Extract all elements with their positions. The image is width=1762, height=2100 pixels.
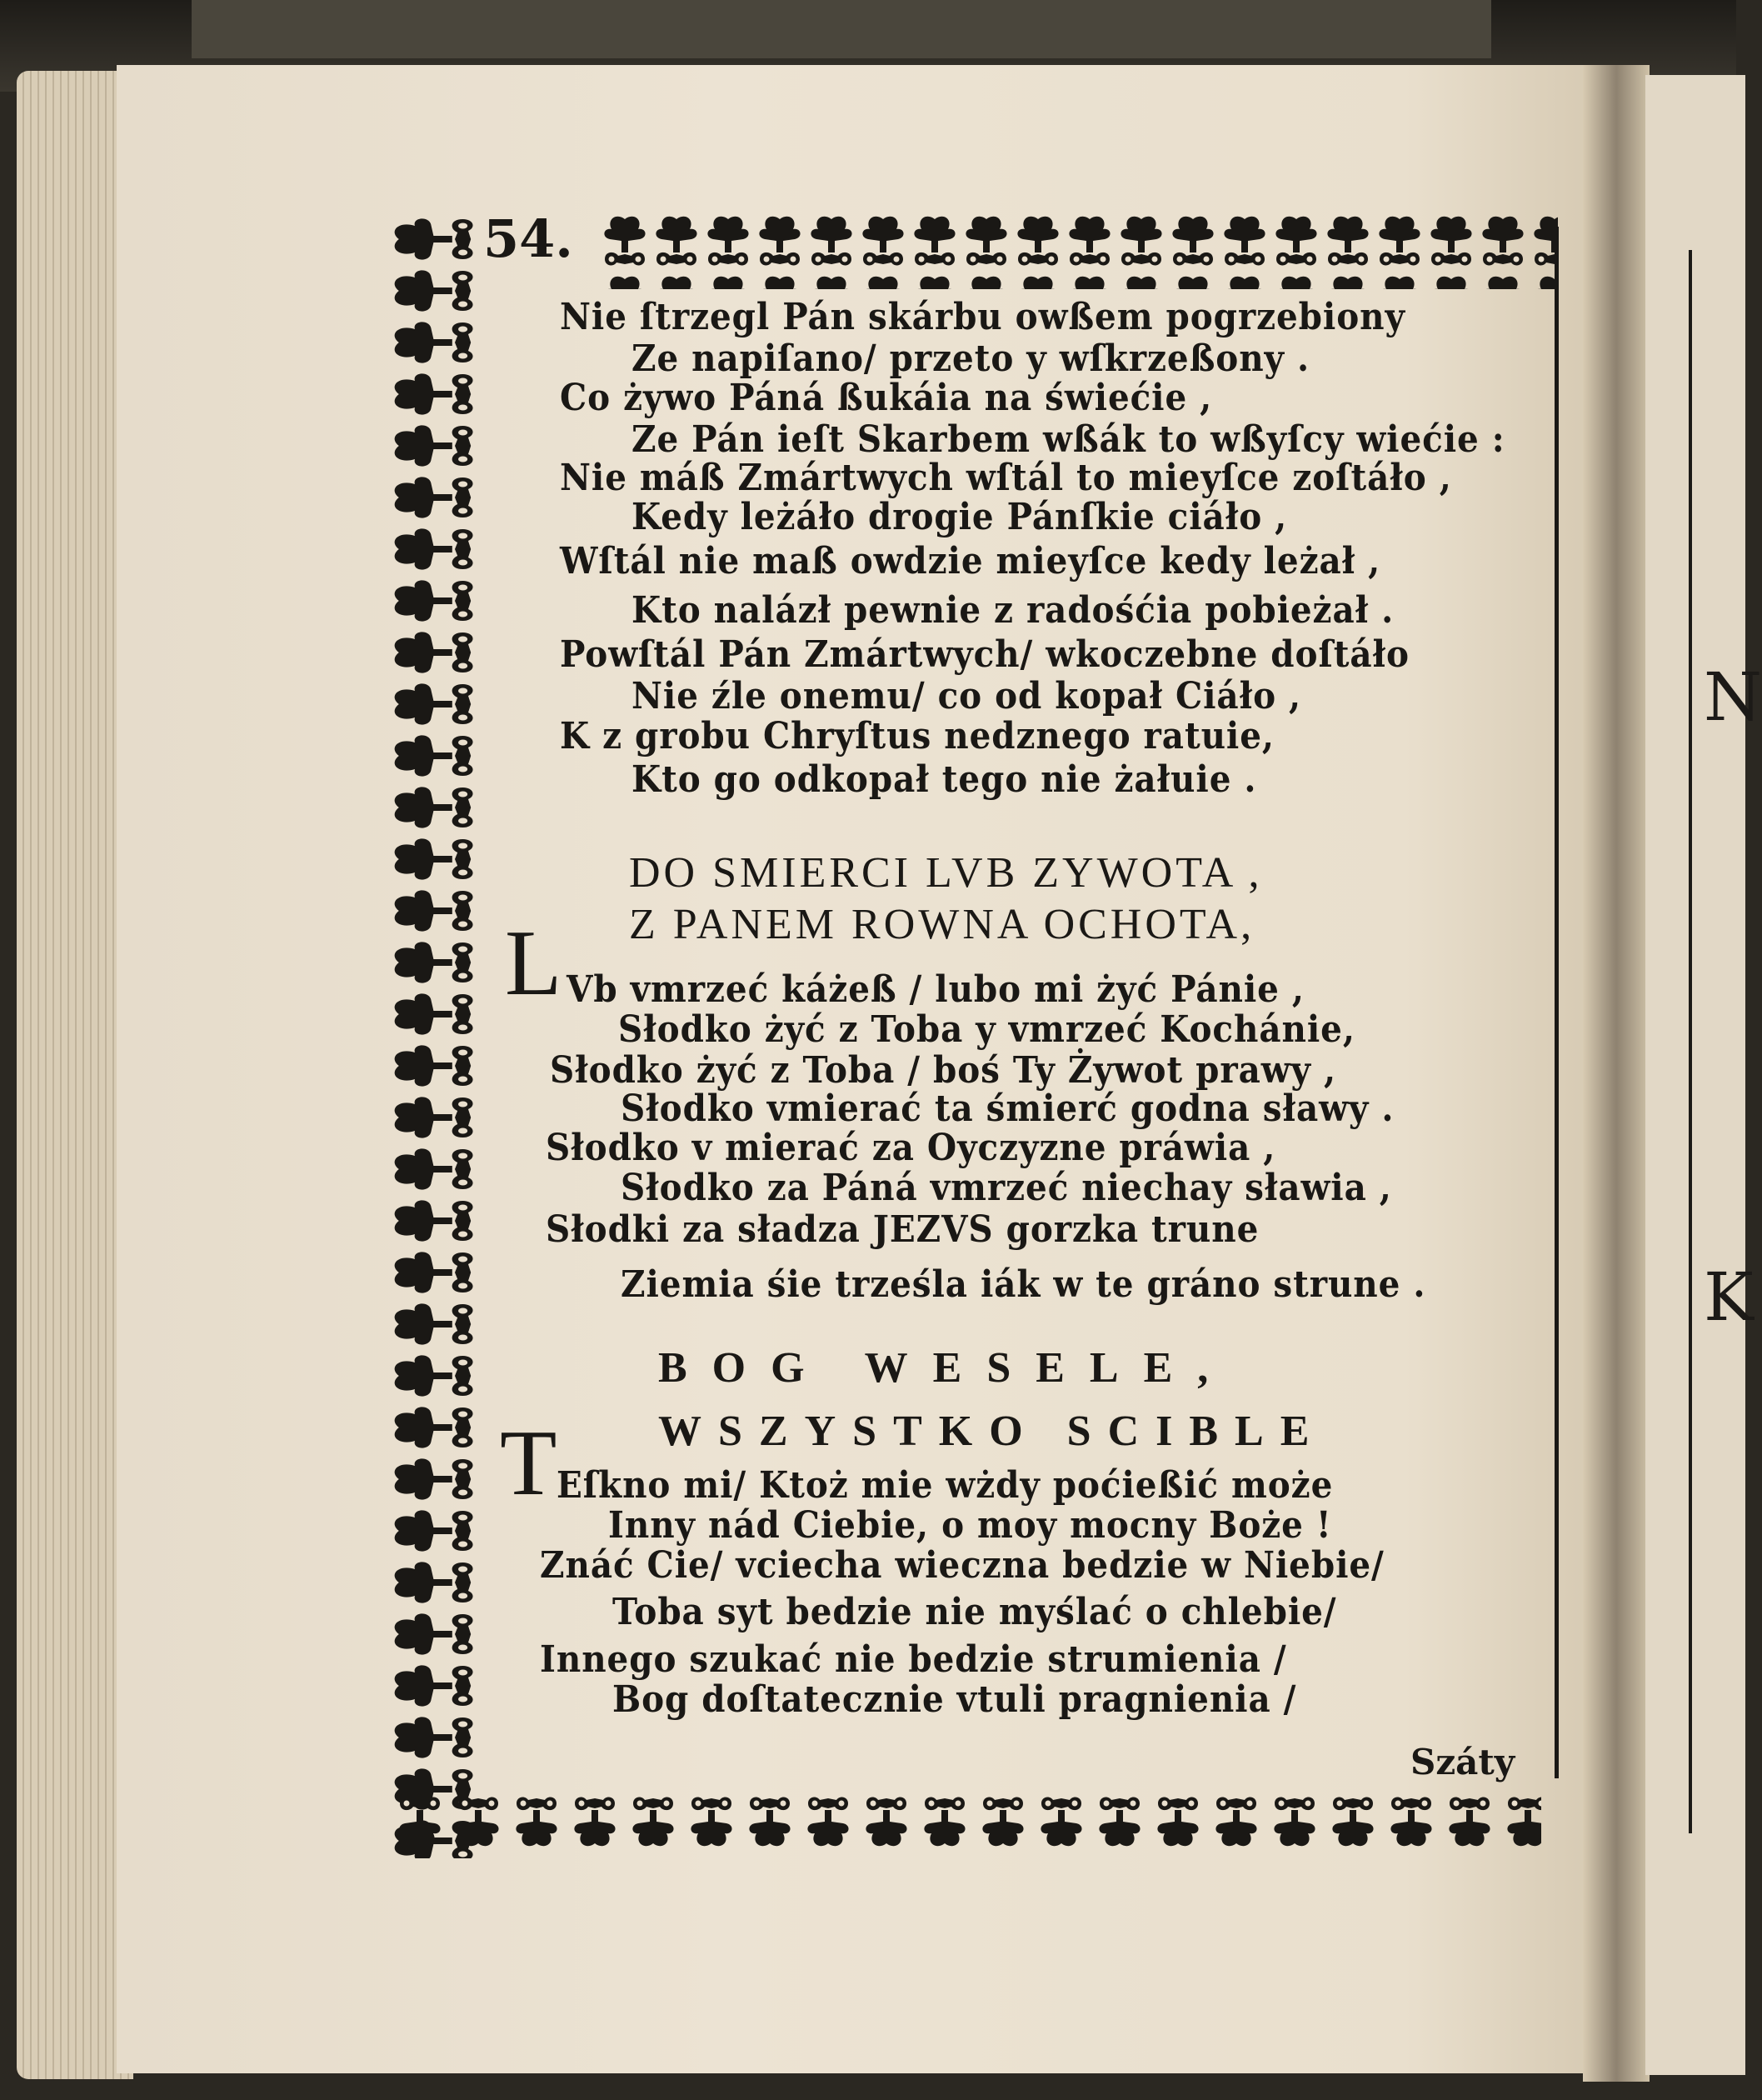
- verse-line: Nie máß Zmártwych wſtál to mieyſce zoſtáło ,: [560, 457, 1452, 499]
- verse-line: Słodko v mierać za Oyczyzne práwia ,: [546, 1127, 1276, 1169]
- verse-line: K z grobu Chryſtus nedznego ratuie,: [560, 715, 1275, 758]
- section-heading: WSZYSTKO SCIBLE: [658, 1408, 1326, 1455]
- verse-line: Kedy leżáło drogie Pánſkie ciáło ,: [631, 496, 1288, 538]
- page-number: 54.: [483, 208, 573, 269]
- verse-line: Bog doſtatecznie vtuli pragnienia /: [612, 1678, 1297, 1721]
- right-page-letter: K: [1704, 1258, 1754, 1336]
- verse-line: Nie ſtrzegl Pán skárbu owßem pogrzebiony: [560, 296, 1405, 338]
- section-heading: Z PANEM ROWNA OCHOTA,: [629, 901, 1255, 948]
- verse-line: Kto nalázł pewnie z radośćia pobieżał .: [631, 589, 1395, 632]
- verse-line: Nie źle onemu/ co od kopał Ciáło ,: [631, 675, 1302, 718]
- verse-line: Powſtál Pán Zmártwych/ wkoczebne doſtáło: [560, 633, 1410, 676]
- book-board: [192, 0, 1491, 58]
- book-gutter: [1583, 65, 1650, 2082]
- ornament-band-top: [600, 212, 1558, 289]
- catchword: Száty: [1410, 1742, 1515, 1782]
- verse-line: Kto go odkopał tego nie żałuie .: [631, 758, 1257, 801]
- verse-line: Co żywo Páná ßukáia na świećie ,: [560, 377, 1213, 419]
- right-page: [1645, 75, 1762, 2075]
- page-stack-edges: [17, 71, 133, 2079]
- drop-cap: T: [500, 1412, 557, 1515]
- frame-rule-right: [1555, 227, 1559, 1778]
- verse-line: Znáć Cie/ vciecha wieczna bedzie w Niebie/: [540, 1544, 1385, 1587]
- drop-cap: L: [505, 912, 562, 1015]
- verse-line: Ze Pán ieſt Skarbem wßák to wßyſcy wiećie :: [631, 418, 1505, 461]
- verse-line: Ziemia śie trześla iák w te gráno strune .: [621, 1263, 1426, 1306]
- verse-line: Wſtál nie maß owdzie mieyſce kedy leżał ,: [560, 540, 1381, 582]
- verse-line: Ze napiſano/ przeto y wſkrzeßony .: [631, 338, 1310, 380]
- right-page-rule: [1689, 250, 1692, 1833]
- section-heading: BOG WESELE,: [658, 1344, 1234, 1392]
- right-page-letter: N: [1704, 658, 1762, 736]
- verse-line: Innego szukać nie bedzie strumienia /: [540, 1638, 1287, 1681]
- verse-line: Słodko żyć z Toba y vmrzeć Kochánie,: [618, 1008, 1355, 1051]
- verse-line: Słodki za sładza JEZVS gorzka trune: [546, 1208, 1260, 1251]
- verse-line: Słodko vmierać ta śmierć godna sławy .: [621, 1088, 1395, 1130]
- verse-line: Eſkno mi/ Ktoż mie wżdy poćießić może: [557, 1464, 1334, 1507]
- verse-line: Słodko za Páná vmrzeć niechay sławia ,: [621, 1167, 1392, 1209]
- verse-line: Vb vmrzeć káżeß / lubo mi żyć Pánie ,: [567, 968, 1305, 1011]
- ornament-band-bottom: [392, 1777, 1541, 1857]
- verse-line: Toba syt bedzie nie myślać o chlebie/: [612, 1591, 1337, 1633]
- ornament-band-left: [388, 212, 482, 1858]
- verse-line: Inny nád Ciebie, o moy mocny Boże !: [608, 1504, 1332, 1547]
- section-heading: DO SMIERCI LVB ZYWOTA ,: [629, 849, 1263, 897]
- verse-line: Słodko żyć z Toba / boś Ty Żywot prawy ,: [550, 1049, 1336, 1092]
